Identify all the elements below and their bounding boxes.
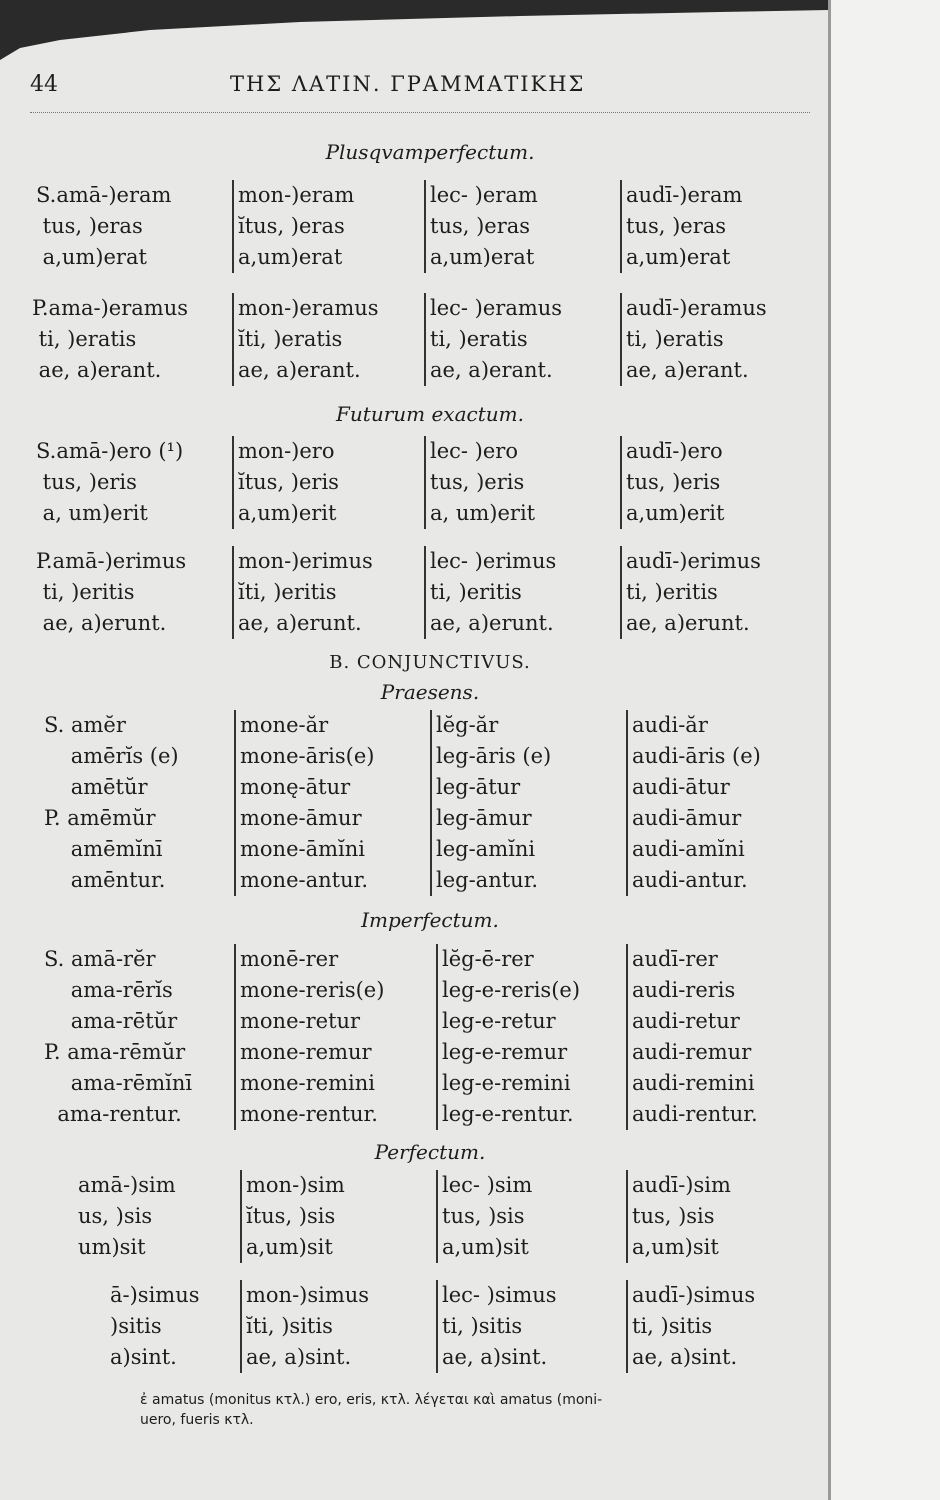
plusquam-title: Plusqvamperfectum. <box>325 140 535 164</box>
praesens-col3: lĕg-ăr leg-āris (e) leg-ātur leg-āmur leg-amĭni leg-antur. <box>430 710 551 896</box>
perf-s-col4: audī-)sim tus, )sis a,um)sit <box>626 1170 731 1263</box>
conjunctivus-heading: B. CONJUNCTIVUS. <box>329 652 531 673</box>
imperf-col4: audī-rer audi-reris audi-retur audi-remur audi-remini audi-rentur. <box>626 944 758 1130</box>
plusquam-s-col1: S.amā-)eram tus, )eras a,um)erat <box>36 183 172 269</box>
futurum-p-col1: P.amā-)erimus ti, )eritis ae, a)erunt. <box>36 549 187 635</box>
plusquam-p-col4: audī-)eramus ti, )eratis ae, a)erant. <box>620 293 767 386</box>
futurum-s-col1: S.amā-)ero (¹) tus, )eris a, um)erit <box>36 439 184 525</box>
plusquam-s-col4: audī-)eram tus, )eras a,um)erat <box>620 180 742 273</box>
perf-s-col2: mon-)sim ĭtus, )sis a,um)sit <box>240 1170 345 1263</box>
perf-title: Perfectum. <box>374 1140 486 1164</box>
perf-p-col4: audī-)simus ti, )sitis ae, a)sint. <box>626 1280 755 1373</box>
perf-p-col2: mon-)simus ĭti, )sitis ae, a)sint. <box>240 1280 369 1373</box>
page-number: 44 <box>30 72 58 97</box>
imperf-col3: lĕg-ē-rer leg-e-reris(e) leg-e-retur leg-e-remur leg-e-remini leg-e-rentur. <box>436 944 580 1130</box>
footnote: ἐ amatus (monitus κτλ.) ero, eris, κτλ. λέγεται καὶ amatus (moni- uero, fueris κτλ. <box>140 1392 603 1428</box>
page-header <box>30 72 830 112</box>
perf-p-col1: ā-)simus )sitis a)sint. <box>110 1283 200 1369</box>
perf-s-col3: lec- )sim tus, )sis a,um)sit <box>436 1170 532 1263</box>
futurum-s-col3: lec- )ero tus, )eris a, um)erit <box>424 436 535 529</box>
futurum-s-col2: mon-)ero ĭtus, )eris a,um)erit <box>232 436 339 529</box>
page-edge <box>828 0 940 1500</box>
imperf-col2: monē-rer mone-reris(e) mone-retur mone-remur mone-remini mone-rentur. <box>234 944 384 1130</box>
plusquam-p-col3: lec- )eramus ti, )eratis ae, a)erant. <box>424 293 562 386</box>
praesens-col4: audi-ăr audi-āris (e) audi-ātur audi-āmur audi-amĭni audi-antur. <box>626 710 761 896</box>
imperf-col1: S. amā-rĕr ama-rērĭs ama-rētŭr P. ama-rēmŭr ama-rēmĭnī ama-rentur. <box>44 947 193 1126</box>
running-title: ΤΗΣ ΛΑΤΙΝ. ΓΡΑΜΜΑΤΙΚΗΣ <box>230 72 586 96</box>
futurum-p-col2: mon-)erimus ĭti, )eritis ae, a)erunt. <box>232 546 373 639</box>
praesens-col1: S. amĕr amērĭs (e) amētŭr P. amēmŭr amēmĭnī amēntur. <box>44 713 179 892</box>
futurum-p-col4: audī-)erimus ti, )eritis ae, a)erunt. <box>620 546 761 639</box>
futurum-title: Futurum exactum. <box>336 402 524 426</box>
futurum-p-col3: lec- )erimus ti, )eritis ae, a)erunt. <box>424 546 556 639</box>
futurum-s-col4: audī-)ero tus, )eris a,um)erit <box>620 436 724 529</box>
praesens-col2: mone-ăr mone-āris(e) monę-ātur mone-āmur mone-āmĭni mone-antur. <box>234 710 374 896</box>
perf-p-col3: lec- )simus ti, )sitis ae, a)sint. <box>436 1280 557 1373</box>
plusquam-s-col2: mon-)eram ĭtus, )eras a,um)erat <box>232 180 354 273</box>
perf-s-col1: amā-)sim us, )sis um)sit <box>78 1173 176 1259</box>
plusquam-p-col1: P.ama-)eramus ti, )eratis ae, a)erant. <box>32 296 188 382</box>
plusquam-s-col3: lec- )eram tus, )eras a,um)erat <box>424 180 538 273</box>
praesens-title: Praesens. <box>380 680 480 704</box>
imperf-title: Imperfectum. <box>361 908 499 932</box>
plusquam-p-col2: mon-)eramus ĭti, )eratis ae, a)erant. <box>232 293 379 386</box>
header-rule <box>30 112 810 113</box>
